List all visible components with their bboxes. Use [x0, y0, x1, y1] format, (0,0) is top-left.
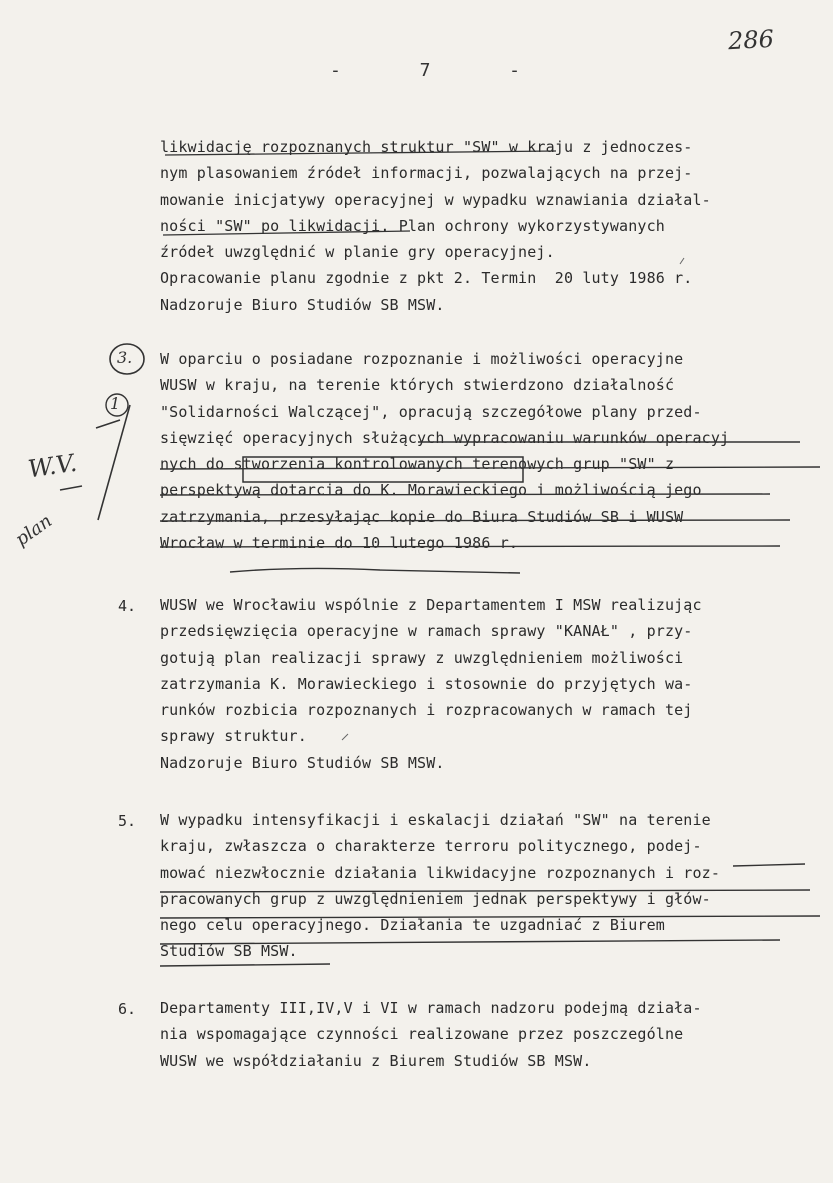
- text-line: perspektywą dotarcia do K. Morawieckiego i możliwością jego: [160, 481, 702, 500]
- text-line: WUSW we Wrocławiu wspólnie z Departamentem I MSW realizując: [160, 596, 702, 614]
- underline-mark: [160, 546, 780, 547]
- text-line: przedsięwzięcia operacyjne w ramach sprawy "KANAŁ" , przy-: [160, 622, 693, 641]
- handwritten-circled-number: 3.: [117, 348, 133, 367]
- text-line: zatrzymania, przesyłając kopie do Biura Studiów SB i WUSW: [160, 507, 684, 526]
- text-line: runków rozbicia rozpoznanych i rozpracowanych w ramach tej: [160, 701, 693, 720]
- dash-right: -: [509, 60, 520, 81]
- underline-mark: [160, 494, 770, 495]
- text-line: Nadzoruje Biuro Studiów SB MSW.: [160, 753, 445, 772]
- text-line: pracowanych grup z uwzględnieniem jednak perspektywy i głów-: [160, 889, 711, 908]
- text-line: WUSW w kraju, na terenie których stwierdzono działalność: [160, 376, 675, 395]
- text-line: gotują plan realizacji sprawy z uwzględnieniem możliwości: [160, 648, 684, 667]
- underline-mark: [733, 864, 805, 866]
- text-line: nia wspomagające czynności realizowane przez poszczególne: [160, 1025, 684, 1044]
- stray-mark: [680, 258, 684, 264]
- text-line: W wypadku intensyfikacji i eskalacji działań "SW" na terenie: [160, 811, 711, 829]
- text-line: Departamenty III,IV,V i VI w ramach nadzoru podejmą działa-: [160, 999, 702, 1017]
- margin-stroke: [96, 420, 120, 428]
- text-line: mowanie inicjatywy operacyjnej w wypadku wznawiania działal-: [160, 190, 711, 209]
- text-line: kraju, zwłaszcza o charakterze terroru politycznego, podej-: [160, 837, 702, 856]
- underline-mark: [160, 940, 780, 944]
- underline-mark: [160, 890, 810, 892]
- box-mark: [243, 457, 523, 482]
- underline-mark: [160, 964, 330, 966]
- text-line: Wrocław w terminie do 10 lutego 1986 r.: [160, 534, 519, 553]
- item-5-number: 5.: [118, 812, 137, 830]
- text-line: nego celu operacyjnego. Działania te uzgadniać z Biurem: [160, 916, 665, 935]
- circle-mark-1: [106, 394, 128, 416]
- underline-mark: [165, 151, 556, 155]
- margin-stroke: [60, 486, 82, 490]
- text-line: Studiów SB MSW.: [160, 942, 298, 961]
- text-line: likwidację rozpoznanych struktur "SW" w kraju z jednoczes-: [160, 138, 693, 156]
- archive-number: 286: [727, 24, 775, 56]
- handwritten-note-wv: W.V.: [26, 448, 79, 484]
- text-line: Nadzoruje Biuro Studiów SB MSW.: [160, 295, 445, 314]
- handwritten-circled-one: 1: [110, 394, 121, 413]
- underline-mark: [163, 231, 410, 235]
- text-line: sprawy struktur.: [160, 727, 307, 746]
- circle-mark-3: [110, 344, 144, 374]
- stray-mark: [342, 734, 348, 740]
- underline-mark: [160, 520, 790, 521]
- text-line: W oparciu o posiadane rozpoznanie i możliwości operacyjne: [160, 350, 684, 368]
- text-line: WUSW we współdziałaniu z Biurem Studiów SB MSW.: [160, 1051, 592, 1070]
- underline-mark: [230, 568, 520, 573]
- item-4-number: 4.: [118, 597, 137, 615]
- text-line: Opracowanie planu zgodnie z pkt 2. Termin 20 luty 1986 r.: [160, 269, 693, 288]
- text-line: źródeł uwzględnić w planie gry operacyjnej.: [160, 243, 555, 262]
- text-line: mować niezwłocznie działania likwidacyjne rozpoznanych i roz-: [160, 863, 721, 882]
- text-line: zatrzymania K. Morawieckiego i stosownie do przyjętych wa-: [160, 674, 693, 693]
- underline-mark: [160, 467, 820, 469]
- dash-left: -: [330, 60, 341, 81]
- item-6-number: 6.: [118, 1000, 137, 1018]
- text-line: ności "SW" po likwidacji. Plan ochrony wykorzystywanych: [160, 216, 665, 235]
- page-number: 7: [419, 60, 431, 81]
- underline-mark: [160, 916, 820, 918]
- text-line: "Solidarności Walczącej", opracują szczegółowe plany przed-: [160, 402, 702, 421]
- text-line: sięwzięć operacyjnych służących wypracowaniu warunków operacyj: [160, 428, 730, 447]
- text-line: nym plasowaniem źródeł informacji, pozwalających na przej-: [160, 164, 693, 183]
- text-line: nych do stworzenia kontrolowanych terenowych grup "SW" z: [160, 455, 675, 474]
- handwritten-note-plan: plan: [11, 510, 57, 551]
